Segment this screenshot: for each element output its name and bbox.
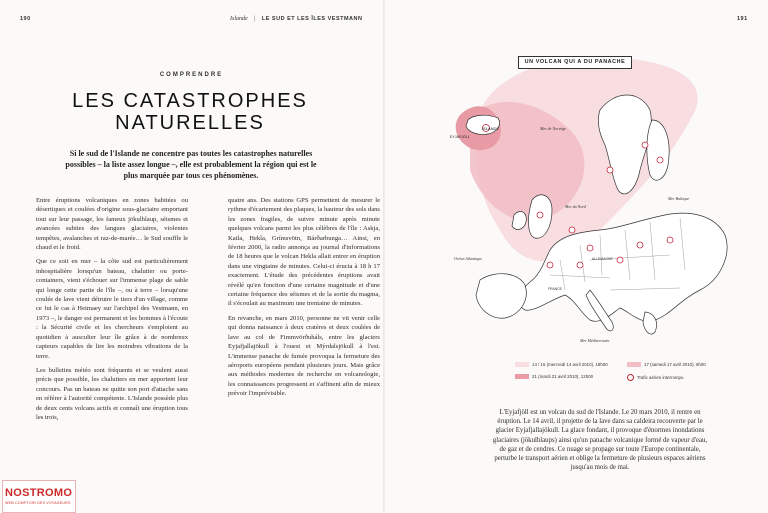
place-eyjafjoll: EYJAFJÖLL	[450, 135, 470, 139]
map-title-label: UN VOLCAN QUI A DU PANACHE	[518, 56, 632, 69]
article-title-line-2: NATURELLES	[115, 112, 265, 134]
airport-closed-icon	[627, 374, 634, 381]
sea-norway: Mer de Norvège	[540, 126, 566, 131]
legend-item-4	[627, 374, 683, 381]
ocean-atlantic: Océan Atlantique	[454, 256, 483, 261]
legend-text-2: 17 (samedi 17 avril 2010), 6h00	[644, 362, 706, 367]
legend-item-1	[515, 362, 608, 367]
sea-mediterranean: Mer Méditerranée	[580, 338, 610, 343]
sea-north: Mer du Nord	[565, 204, 586, 209]
country-france: FRANCE	[548, 287, 562, 291]
running-header-book: Islande	[230, 16, 248, 22]
paragraph: Que ce soit en mer – la côte sud est particulièrement inhospitalière lorsqu'un bateau, chalutier ou porte-containers, vient s'échouer sur l'immense plage de sable qui longe cette partie de l'île –, ou à terre – lorsqu'une coulée de lave vient détruire le tiers d'un village, comme ce fut le cas à Heimaey sur l'archipel des Vestmann, en 1973 –, le danger est permanent et les hommes à l'écoute : la Sécurité civile et les chercheurs s'emploient au quotidien à ausculter leur île grâce à de nombreux capteurs capables de lire les moindres vibrations de la terre.	[36, 258, 188, 360]
legend-swatch	[515, 374, 529, 379]
legend-text-1: 14 / 15 (mercredi 14 avril 2010), 18h00	[532, 362, 608, 367]
iceland-shape	[466, 115, 500, 134]
watermark-sub: WEB COMPTOIR DES VOYAGEURS	[5, 501, 71, 505]
running-header	[230, 16, 362, 22]
place-iceland: ISLANDE	[482, 126, 500, 131]
article-lede: Si le sud de l'Islande ne concentre pas toutes les catastrophes naturelles possibles – la liste assez longue –, elle est probablement la région qui est le plus marquée par tous ces phénomènes.	[65, 149, 317, 180]
article-column-1	[36, 196, 188, 427]
europe-ash-cloud-map	[440, 50, 740, 360]
legend-text-3: 21 (mardi 21 avril 2010), 12h00	[532, 374, 594, 379]
page-number-right: 191	[737, 16, 748, 22]
iberia-shape	[476, 274, 526, 319]
map-caption: L'Eyjafjöll est un volcan du sud de l'Islande. Le 20 mars 2010, il rentre en éruption. Le 14 avril, il projette de la lave dans sa caldeira recouverte par le glacier Eyjafjallajökull. La glace fondant, il provoque d'énormes inondations glaciaires (jökulhlaups) ainsi qu'un panache volcanique formé de vapeur d'eau, de gaz et de cendres. Ce nuage se propage sur toute l'Europe continentale, perturbe le transport aérien et oblige la fermeture de plusieurs espaces aériens jusqu'au mois de mai.	[492, 409, 708, 472]
book-gutter	[383, 0, 385, 513]
legend-text-4: Trafic aérien interrompu	[637, 375, 684, 380]
legend-swatch	[515, 362, 529, 367]
paragraph: quatre ans. Des stations GPS permettent de mesurer le rythme d'écartement des plaques, la hauteur des sols dans les zones fragiles, de suivre minute après minute quelques volcans parmi les plus célèbres de l'île : Askja, Katla, Hekla, Grímsvötn, Bárðarbunga… Ainsi, en février 2000, la radio annonça au journal d'informations de 18 heures que le volcan Hekla allait entrer en éruption dans une vingtaine de minutes. Celui-ci éructa à 18 h 17 exactement. L'étude des précédentes éruptions avait révélé qu'en fonction d'une certaine magnitude et d'une certaine fréquence des séismes et de la sortie du magma, il s'écoulait au maximum une trentaine de minutes.	[228, 197, 380, 308]
running-header-divider: |	[254, 16, 256, 22]
country-germany: ALLEMAGNE	[592, 257, 613, 261]
sea-baltic: Mer Baltique	[668, 196, 690, 201]
article-title	[40, 90, 340, 134]
running-header-section: LE SUD ET LES ÎLES VESTMANN	[261, 16, 363, 22]
legend-item-3	[515, 374, 593, 379]
paragraph: En revanche, en mars 2010, personne ne vit venir celle qui donna naissance à deux cratères et deux coulées de lave au col de Fimmvörðuháls, entre les glaciers Eyjafjallajökull à l'ouest et Mýrdalsjökull à l'est. L'immense panache de fumée provoqua la fermeture des aéroports européens pendant plusieurs jours. Mais grâce aux méthodes modernes de recherche en volcanologie, les connaissances progressent et s'affinent afin de mieux prévoir l'imprévisible.	[228, 314, 380, 398]
article-column-2	[228, 196, 380, 404]
page-number-left: 190	[20, 16, 31, 22]
article-kicker: COMPRENDRE	[159, 72, 224, 78]
article-title-line-1: LES CATASTROPHES	[72, 90, 308, 112]
legend-item-2	[627, 362, 706, 367]
nostromo-watermark	[0, 478, 76, 513]
watermark-name: NOSTROMO	[5, 487, 73, 499]
paragraph: Les bulletins météo sont fréquents et se veulent aussi précis que possible, les chalutiers en mer apportent leur concours. Pas un bateau ne quitte son port d'attache sans en référer à l'autorité compétente. L'Islande possède plus de deux cents volcans actifs et connaît une éruption tous les trois,	[36, 366, 188, 421]
paragraph: Entre éruptions volcaniques en zones habitées ou désertiques et coulées d'origine sous-glaciaire emportant tout sur leur passage, les fameux jökulhlaup, séismes et avancées subites des langues glaciaires, violentes tempêtes, avalanches et raz-de-marée… le Sud souffle le chaud et le froid.	[36, 197, 188, 252]
legend-swatch	[627, 362, 641, 367]
